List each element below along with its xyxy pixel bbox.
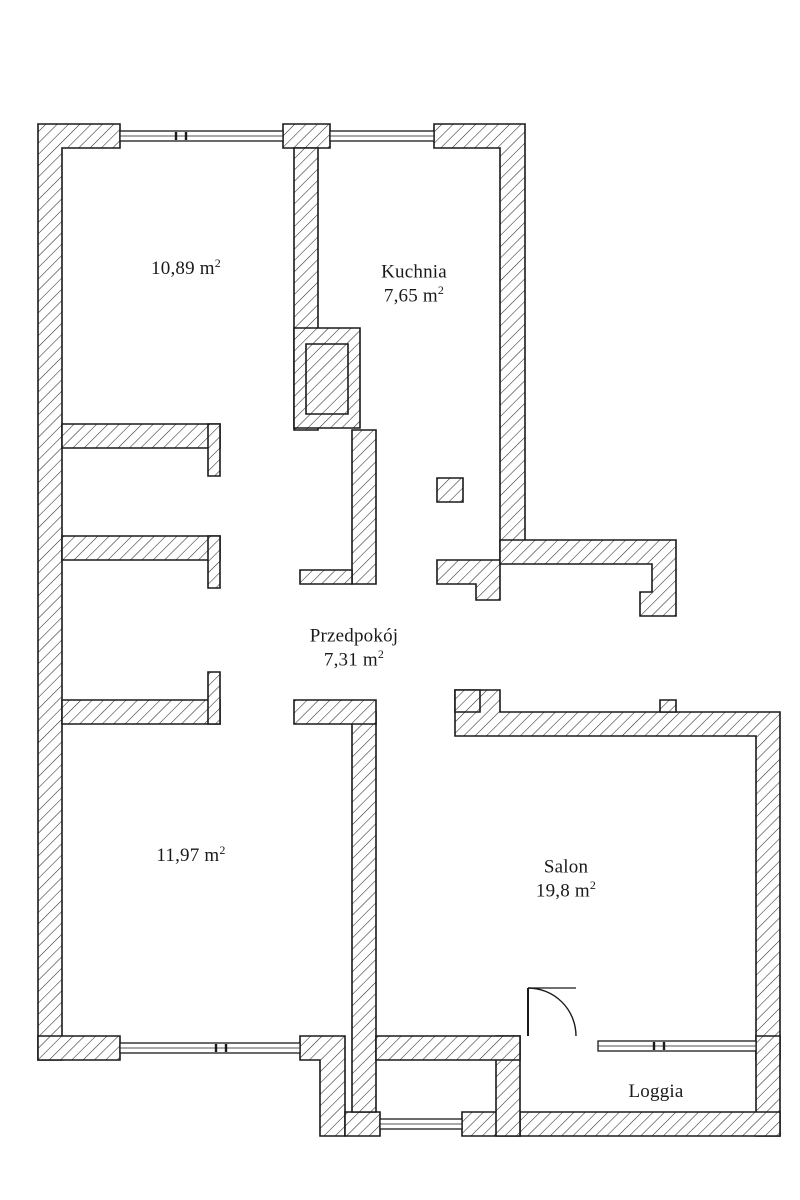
window-loggia (598, 1041, 756, 1051)
wall-left-partition-3b (208, 672, 220, 724)
wall-left-partition-2 (62, 536, 220, 560)
window-top-kitchen (330, 131, 434, 141)
room-area-kitchen: 7,65 $m^2$ (383, 282, 445, 306)
room-name-loggia: Loggia (628, 1081, 684, 1103)
wall-left-partition-2b (208, 536, 220, 588)
wall-kitchen-south (437, 560, 500, 600)
wall-bottom-left (38, 1036, 120, 1060)
wall-salon-top-notch-right (660, 700, 676, 712)
wall-bottom-hall-left (345, 1112, 380, 1136)
room-name-kitchen: Kuchnia (381, 261, 447, 283)
room-area-top-left: 10,89 $m^2$ (151, 255, 221, 280)
window-bottom-hall (380, 1119, 462, 1129)
wall-left-partition-1 (62, 424, 220, 448)
wall-top-left-corner (38, 124, 120, 1060)
wall-kitchen-right-arm (500, 540, 676, 616)
wall-shaft-box (294, 328, 360, 428)
wall-bottom-left-segment (300, 1036, 345, 1136)
door-loggia (528, 988, 576, 1036)
wall-top-middle-pier (283, 124, 330, 148)
wall-loggia-bottom (520, 1112, 780, 1136)
wall-hall-top-stub (294, 700, 376, 724)
wall-hall-foot-stub (300, 570, 352, 584)
wall-salon-top (455, 690, 780, 1060)
wall-left-partition-3 (62, 700, 220, 724)
room-area-living: 19,8 $m^2$ (535, 877, 597, 901)
room-area-hall: 7,31 $m^2$ (323, 646, 385, 670)
doors-group (528, 988, 576, 1036)
room-name-hall: Przedpokój (309, 625, 399, 647)
room-name-living: Salon (543, 856, 589, 878)
window-bottom-left (120, 1043, 300, 1053)
wall-hall-left-upper (352, 430, 376, 584)
walls-group (38, 124, 780, 1136)
windows-group (120, 131, 756, 1129)
room-area-bottom-left: 11,97 $m^2$ (156, 842, 226, 867)
wall-kitchen-jog (437, 478, 463, 502)
window-top-left (120, 131, 283, 141)
wall-salon-hall-divider (352, 712, 376, 1112)
wall-salon-bottom-left (376, 1036, 520, 1060)
wall-salon-top-notch (455, 690, 480, 712)
wall-left-partition-1b (208, 424, 220, 476)
